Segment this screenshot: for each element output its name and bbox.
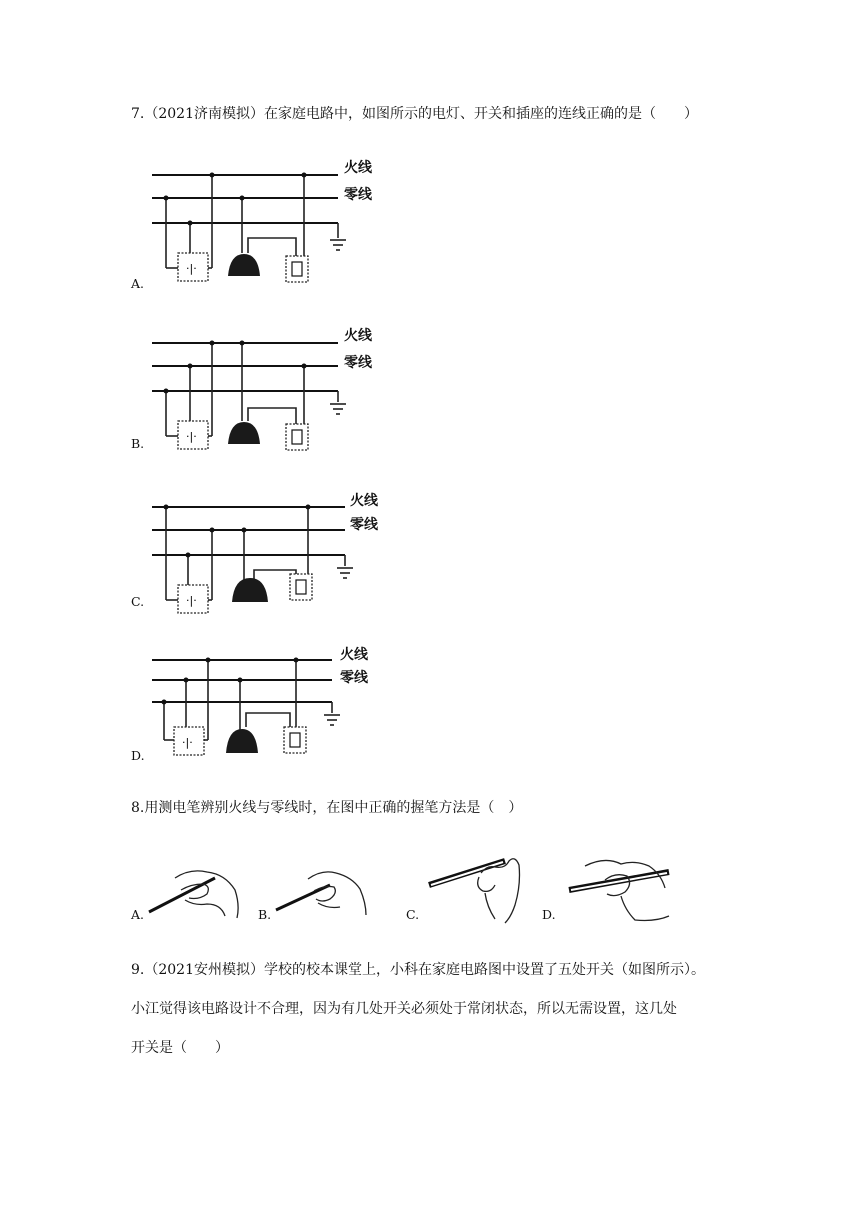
circuit-diagram-d [150,645,410,775]
tester-pen-grip-a-image [145,850,245,920]
question-9-line-1: 9.（2021安州模拟）学校的校本课堂上，小科在家庭电路图中设置了五处开关（如图所示）。 [131,962,705,978]
svg-text:·|·: ·|· [182,736,193,749]
svg-text:·|·: ·|· [186,430,197,443]
question-7-text: 7.（2021济南模拟）在家庭电路中，如图所示的电灯、开关和插座的连线正确的是（ ） [131,106,698,122]
q8-option-d-label[interactable]: D. [542,907,556,922]
option-a-label[interactable]: A. [131,276,145,291]
neutral-wire-label: 零线 [344,355,372,371]
q8-option-c-label[interactable]: C. [406,907,420,922]
option-b-label[interactable]: B. [131,436,145,451]
live-wire-label: 火线 [350,493,378,509]
question-9-line-2: 小江觉得该电路设计不合理，因为有几处开关必须处于常闭状态，所以无需设置，这几处 [131,1001,677,1017]
svg-text:·|·: ·|· [186,594,197,607]
circuit-diagram-c [150,490,410,620]
neutral-wire-label: 零线 [340,670,368,686]
tester-pen-grip-b-image [270,855,370,925]
option-c-label[interactable]: C. [131,594,145,609]
live-wire-label: 火线 [344,160,372,176]
live-wire-label: 火线 [340,647,368,663]
q8-option-a-label[interactable]: A. [131,907,145,922]
neutral-wire-label: 零线 [344,187,372,203]
circuit-diagram-a [150,158,410,288]
question-8-text: 8.用测电笔辨别火线与零线时，在图中正确的握笔方法是（ ） [131,800,523,816]
option-d-label[interactable]: D. [131,748,145,763]
svg-text:·|·: ·|· [186,262,197,275]
circuit-diagram-b [150,326,410,456]
tester-pen-grip-c-image [425,845,535,925]
tester-pen-grip-d-image [565,850,685,930]
question-9-line-3: 开关是（ ） [131,1040,229,1056]
neutral-wire-label: 零线 [350,517,378,533]
live-wire-label: 火线 [344,328,372,344]
q8-option-b-label[interactable]: B. [258,907,272,922]
